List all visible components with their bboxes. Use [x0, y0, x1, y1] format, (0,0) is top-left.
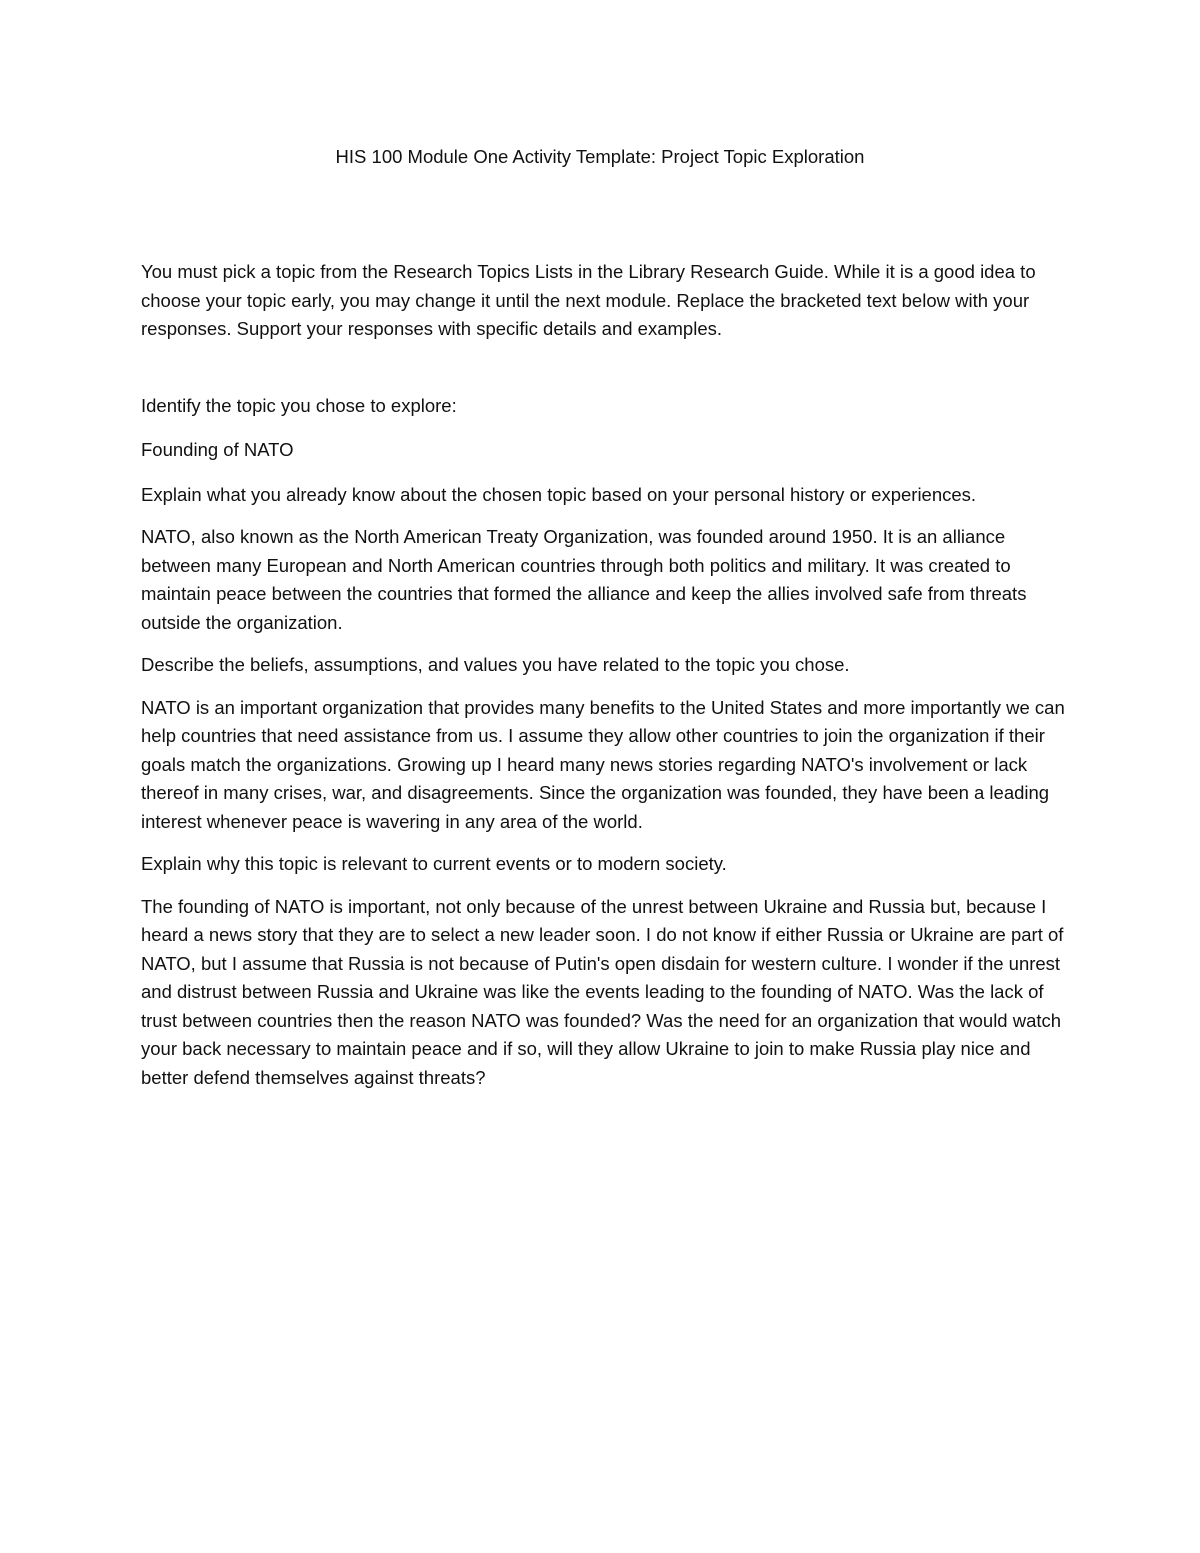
- response-beliefs[interactable]: NATO is an important organization that provides many benefits to the United States and more importantly we can help countries that need assistance from us. I assume they allow other countries to join the organization if their goals match the organizations. Growing up I heard many news stories regarding NATO's involvement or lack thereof in many crises, war, and disagreements. Since the organization was founded, they have been a leading interest whenever peace is wavering in any area of the world.: [141, 696, 1065, 832]
- prompt-relevance: Explain why this topic is relevant to current events or to modern society.: [141, 853, 727, 874]
- response-prior-knowledge[interactable]: NATO, also known as the North American Treaty Organization, was founded around 1950. It is an alliance between many European and North American countries through both politics and military. It was created to maintain peace between the countries that formed the alliance and keep the allies involved safe from threats outside the organization.: [141, 526, 1027, 633]
- prompt-beliefs: Describe the beliefs, assumptions, and values you have related to the topic you chose.: [141, 654, 850, 675]
- document-body: [141, 258, 1066, 1106]
- document-title: HIS 100 Module One Activity Template: Project Topic Exploration: [335, 146, 865, 167]
- response-relevance[interactable]: The founding of NATO is important, not only because of the unrest between Ukraine and Russia but, because I heard a news story that they are to select a new leader soon. I do not know if either Russia or Ukraine are part of NATO, but I assume that Russia is not because of Putin's open disdain for western culture. I wonder if the unrest and distrust between Russia and Ukraine was like the events leading to the founding of NATO. Was the lack of trust between countries then the reason NATO was founded? Was the need for an organization that would watch your back necessary to maintain peace and if so, will they allow Ukraine to join to make Russia play nice and better defend themselves against threats?: [141, 895, 1064, 1088]
- prompt-topic: Identify the topic you chose to explore:: [141, 394, 457, 416]
- intro-paragraph: You must pick a topic from the Research Topics Lists in the Library Research Guide. While it is a good idea to choose your topic early, you may change it until the next module. Replace the bracketed text below with your responses. Support your responses with specific details and examples.: [141, 261, 1036, 339]
- prompt-prior-knowledge: Explain what you already know about the chosen topic based on your personal history or experiences.: [141, 483, 977, 505]
- response-topic[interactable]: Founding of NATO: [141, 439, 294, 460]
